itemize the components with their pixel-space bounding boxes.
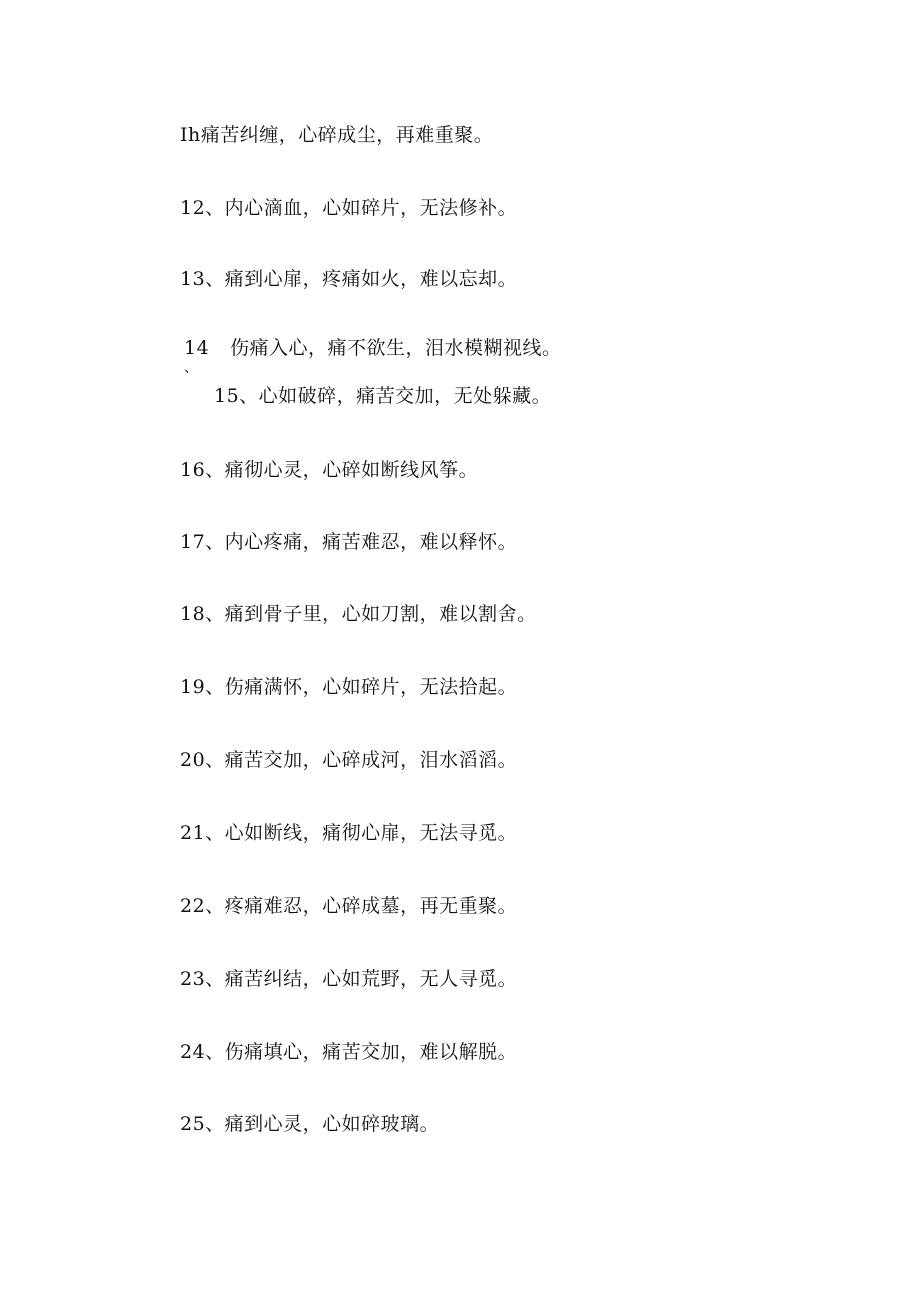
list-item-22: 22、疼痛难忍，心碎成墓，再无重聚。 <box>180 895 518 917</box>
list-item-19: 19、伤痛满怀，心如碎片，无法拾起。 <box>180 676 518 698</box>
list-item-17: 17、内心疼痛，痛苦难忍，难以释怀。 <box>180 531 518 553</box>
list-item-14-number: 14 <box>184 337 210 359</box>
list-item-15: 15、心如破碎，痛苦交加，无处躲藏。 <box>214 385 552 407</box>
list-item-13: 13、痛到心扉，疼痛如火，难以忘却。 <box>180 268 518 290</box>
list-item-14-text: 伤痛入心，痛不欲生，泪水模糊视线。 <box>230 337 562 359</box>
list-item-25: 25、痛到心灵，心如碎玻璃。 <box>180 1113 440 1135</box>
list-item-11: Ih痛苦纠缠，心碎成尘，再难重聚。 <box>180 124 494 146</box>
list-item-20: 20、痛苦交加，心碎成河，泪水滔滔。 <box>180 749 518 771</box>
list-item-12: 12、内心滴血，心如碎片，无法修补。 <box>180 197 518 219</box>
list-item-24: 24、伤痛填心，痛苦交加，难以解脱。 <box>180 1041 518 1063</box>
list-item-23: 23、痛苦纠结，心如荒野，无人寻觅。 <box>180 968 518 990</box>
list-item-14-separator: 、 <box>184 360 199 376</box>
list-item-16: 16、痛彻心灵，心碎如断线风筝。 <box>180 459 479 481</box>
list-item-18: 18、痛到骨子里，心如刀割，难以割舍。 <box>180 603 537 625</box>
list-item-21: 21、心如断线，痛彻心扉，无法寻觅。 <box>180 822 518 844</box>
